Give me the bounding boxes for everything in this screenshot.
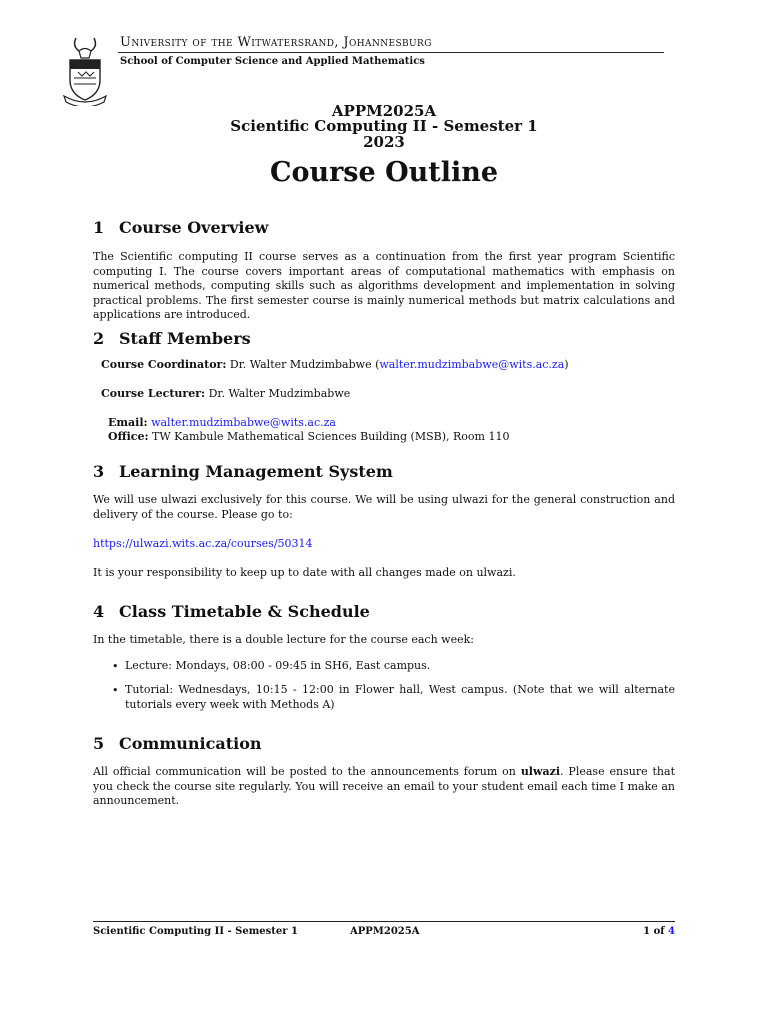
section-title: Course Overview [119, 218, 269, 237]
email-label: Email: [108, 416, 148, 429]
lecturer-label: Course Lecturer: [101, 387, 206, 400]
course-subtitle: Scientific Computing II - Semester 1 [230, 117, 538, 135]
bullet-icon: • [112, 660, 119, 673]
communication-paragraph [93, 765, 675, 809]
lecturer-name: Dr. Walter Mudzimbabwe [208, 387, 351, 400]
office-label: Office: [108, 430, 149, 443]
coordinator-line [101, 358, 569, 371]
office-line [108, 430, 509, 443]
lms-intro-paragraph: We will use ulwazi exclusively for this course. We will be using ulwazi for the general construction and delivery of the course. Please go to: [93, 493, 675, 521]
section-title: Communication [119, 734, 262, 753]
timetable-intro: In the timetable, there is a double lecture for the course each week: [93, 633, 474, 646]
section-heading-communication [93, 734, 262, 753]
section-number: 2 [93, 329, 105, 348]
university-crest-logo [62, 34, 108, 106]
section-title: Class Timetable & Schedule [119, 602, 370, 621]
overview-paragraph: The Scientific computing II course serves as a continuation from the first year program Scientific computing I. The course covers important areas of computational mathematics with emphasis on numerical methods, computing skills such as algorithms development and implementation in solving practical problems. The first semester course is mainly numerical methods but matrix calculations and applications are introduced. [93, 250, 675, 322]
university-name: University of the Witwatersrand, Johannesburg [120, 35, 432, 50]
timetable-bullet-tutorial: Tutorial: Wednesdays, 10:15 - 12:00 in Flower hall, West campus. (Note that we will alternate tutorials every week with Methods A) [125, 683, 675, 711]
communication-text-after: . Please ensure that you check the course site regularly. You will receive an email to your student email each time I make an announcement. [93, 765, 675, 808]
lecturer-line [101, 387, 350, 400]
footer-page-number [643, 926, 675, 937]
school-name: School of Computer Science and Applied Mathematics [120, 56, 425, 67]
page-prefix: 1 of [643, 926, 669, 937]
communication-ulwazi-bold: ulwazi [520, 765, 561, 778]
footer-course-name: Scientific Computing II - Semester 1 [93, 926, 298, 937]
footer-course-code: APPM2025A [350, 926, 420, 937]
coordinator-email-link[interactable]: walter.mudzimbabwe@wits.ac.za [379, 358, 565, 371]
section-heading-overview [93, 218, 268, 237]
email-line [108, 416, 336, 429]
section-number: 1 [93, 218, 105, 237]
lms-note: It is your responsibility to keep up to date with all changes made on ulwazi. [93, 566, 516, 579]
coordinator-label: Course Coordinator: [101, 358, 227, 371]
section-heading-staff [93, 329, 251, 348]
page-title: Course Outline [269, 157, 499, 188]
section-number: 4 [93, 602, 105, 621]
bullet-icon: • [112, 684, 119, 697]
communication-text-before: All official communication will be posted to the announcements forum on [93, 765, 521, 778]
header-rule [118, 52, 664, 53]
section-title: Learning Management System [119, 462, 393, 481]
section-number: 3 [93, 462, 105, 481]
section-number: 5 [93, 734, 105, 753]
course-year: 2023 [363, 133, 405, 151]
email-link[interactable]: walter.mudzimbabwe@wits.ac.za [151, 416, 336, 429]
course-code: APPM2025A [331, 102, 437, 120]
coordinator-close: ) [564, 358, 569, 371]
footer-rule [93, 921, 675, 922]
page-total-link[interactable]: 4 [668, 926, 675, 937]
coordinator-name: Dr. Walter Mudzimbabwe ( [229, 358, 380, 371]
section-heading-timetable [93, 602, 370, 621]
ulwazi-course-link[interactable]: https://ulwazi.wits.ac.za/courses/50314 [93, 537, 313, 550]
section-heading-lms [93, 462, 393, 481]
section-title: Staff Members [119, 329, 251, 348]
timetable-bullet-lecture: Lecture: Mondays, 08:00 - 09:45 in SH6, East campus. [125, 659, 431, 672]
office-value: TW Kambule Mathematical Sciences Building (MSB), Room 110 [152, 430, 510, 443]
